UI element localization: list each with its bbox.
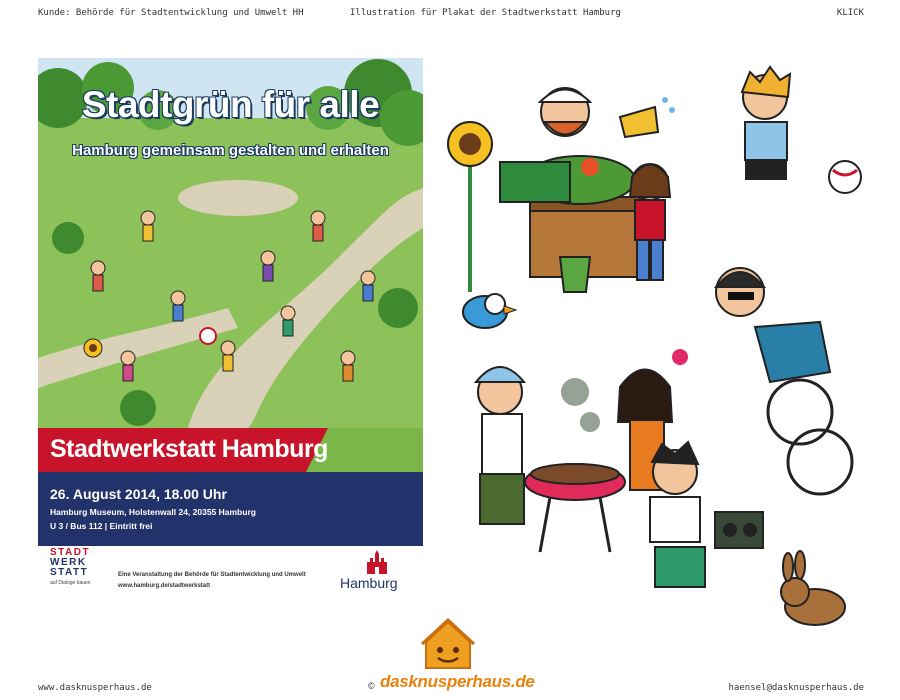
bird-illustration — [463, 294, 516, 328]
poster-band-title: Stadtwerkstatt Hamburg — [50, 435, 328, 463]
sws-logo-line1: STADT — [50, 547, 91, 558]
hamburg-wordmark: Hamburg — [340, 575, 398, 591]
poster-organizer: Eine Veranstaltung der Behörde für Stadtentwicklung und Umwelt — [118, 572, 306, 578]
gardener-raised-bed-illustration — [448, 88, 675, 292]
poster-date: 26. August 2014, 18.00 Uhr — [50, 486, 227, 502]
knusperhaus-house-icon — [420, 618, 476, 672]
sws-logo-line3: STATT — [50, 567, 89, 578]
header-klick-link[interactable]: KLICK — [836, 8, 864, 18]
footer-brand-logo: dasknusperhaus.de — [380, 672, 535, 691]
poster-location: Hamburg Museum, Holstenwall 24, 20355 Hamburg — [50, 507, 256, 517]
rabbit-illustration — [781, 551, 845, 625]
footer-website-link[interactable]: www.dasknusperhaus.de — [38, 683, 152, 693]
hamburg-castle-icon — [364, 548, 390, 576]
stadtwerkstatt-logo — [50, 548, 110, 586]
poster-title: Stadtgrün für alle — [81, 84, 380, 125]
poster — [38, 58, 423, 602]
poster-url: www.hamburg.de/stadtwerkstatt — [118, 583, 211, 589]
sws-logo-line2: WERK — [50, 557, 87, 568]
sws-logo-tagline: auf Dialoge bauen — [50, 580, 91, 586]
character-illustrations — [440, 52, 870, 642]
footer-email-link[interactable]: haensel@dasknusperhaus.de — [728, 683, 864, 693]
footer-copyright: © — [368, 681, 375, 691]
cyclist-illustration — [716, 268, 852, 494]
running-boy-illustration — [742, 67, 861, 193]
poster-transit: U 3 / Bus 112 | Eintritt frei — [50, 521, 153, 531]
header-description: Illustration für Plakat der Stadtwerkstatt Hamburg — [350, 8, 621, 18]
poster-subtitle: Hamburg gemeinsam gestalten und erhalten — [72, 142, 389, 159]
grill-party-illustration — [476, 349, 763, 587]
header-client: Kunde: Behörde für Stadtentwicklung und Umwelt HH — [38, 8, 304, 18]
